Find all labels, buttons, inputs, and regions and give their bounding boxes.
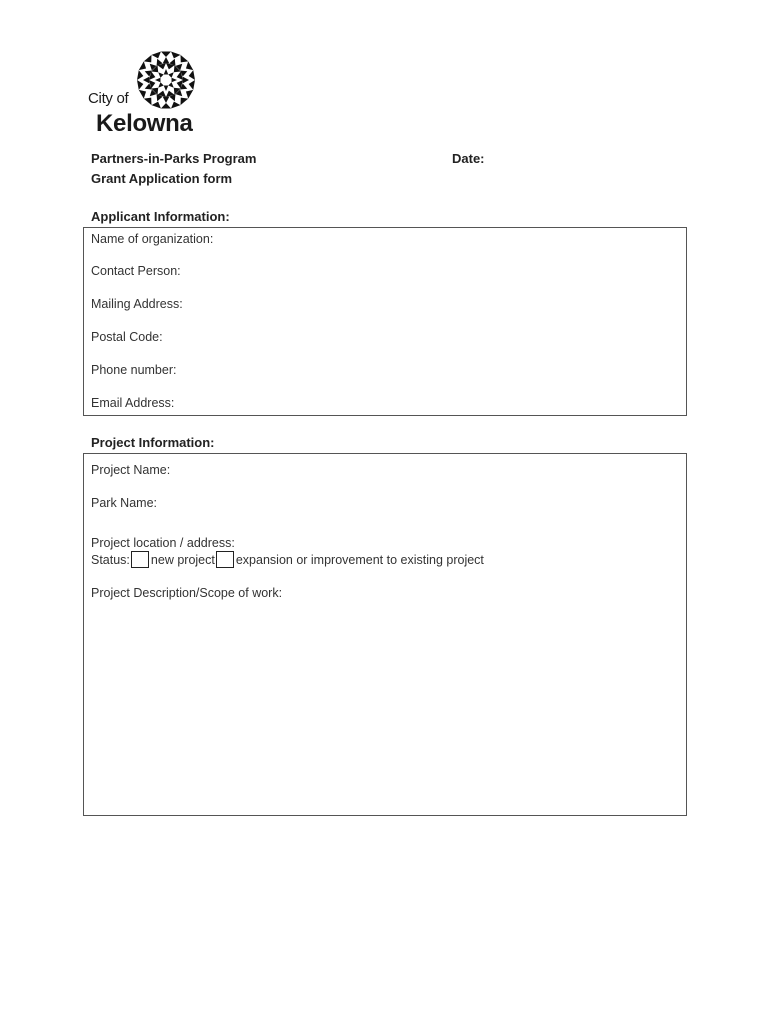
program-title: Partners-in-Parks Program (91, 151, 257, 166)
new-project-label: new project (150, 552, 215, 567)
status-row (91, 551, 484, 568)
new-project-checkbox[interactable] (131, 551, 149, 568)
city-of-kelowna-logo (86, 48, 206, 137)
status-label: Status: (91, 552, 130, 567)
logo-kelowna: Kelowna (96, 110, 193, 137)
applicant-heading: Applicant Information: (91, 209, 230, 224)
organization-name-field[interactable]: Name of organization: (91, 232, 214, 246)
park-name-field[interactable]: Park Name: (91, 496, 157, 510)
email-address-field[interactable]: Email Address: (91, 396, 175, 410)
kelowna-emblem-icon (134, 48, 198, 112)
mailing-address-field[interactable]: Mailing Address: (91, 297, 183, 311)
project-name-field[interactable]: Project Name: (91, 463, 171, 477)
project-info-box (83, 453, 687, 816)
applicant-info-box (83, 227, 687, 416)
date-label: Date: (452, 151, 485, 166)
phone-number-field[interactable]: Phone number: (91, 363, 177, 377)
project-heading: Project Information: (91, 435, 215, 450)
expansion-checkbox[interactable] (216, 551, 234, 568)
form-title: Grant Application form (91, 171, 233, 186)
project-description-field[interactable]: Project Description/Scope of work: (91, 586, 283, 600)
project-location-field[interactable]: Project location / address: (91, 536, 235, 550)
contact-person-field[interactable]: Contact Person: (91, 264, 181, 278)
expansion-label: expansion or improvement to existing project (235, 552, 484, 567)
postal-code-field[interactable]: Postal Code: (91, 330, 163, 344)
logo-city-of: City of (88, 90, 129, 107)
